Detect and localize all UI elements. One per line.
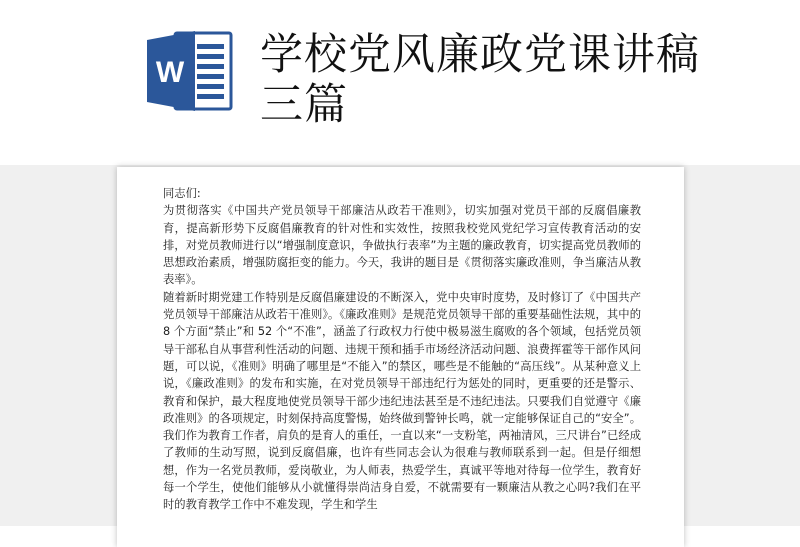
paragraph-2: 随着新时期党建工作特别是反腐倡廉建设的不断深入，党中央审时度势，及时修订了《中国共产党员领导干部廉洁从政若干准则》。《廉政准则》是规范党员领导干部的重要基础性法规，其中的 8 个方面“禁止”和 52 个“不准”，涵盖了行政权力行使中极易滋生腐败的各个领域，包括党员领导干部私自从事营利性活动的问题、违规干预和插手市场经济活动问题、浪费挥霍等干部作风问题，可以说，《准则》明确了哪里是“不能入”的禁区，哪些是不能触的“高压线”。从某种意义上说，《廉政准则》的发布和实施，在对党员领导干部违纪行为惩处的同时，更重要的还是警示、教育和保护，最大程度地使党员领导干部少违纪违法甚至是不违纪违法。只要我们自觉遵守《廉政准则》的各项规定，时刻保持高度警惕，始终做到警钟长鸣，就一定能够保证自己的“安全”。我们作为教育工作者，肩负的是育人的重任，一直以来“一支粉笔，两袖清风，三尺讲台”已经成了教师的生动写照，说到反腐倡廉，也许有些同志会认为很难与教师联系到一起。但是仔细想想，作为一名党员教师，爱岗敬业，为人师表，热爱学生，真诚平等地对待每一位学生，教育好每一个学生，使他们能够从小就懂得崇尚洁身自爱，不就需要有一颗廉洁从教之心吗?我们在平时的教育教学工作中不难发现，学生和学生 [163, 290, 641, 512]
document-body [163, 185, 641, 514]
paragraph-1: 为贯彻落实《中国共产党员领导干部廉洁从政若干准则》，切实加强对党员干部的反腐倡廉教育，提高新形势下反腐倡廉教育的针对性和实效性，按照我校党风党纪学习宣传教育活动的安排，对党员教师进行以“增强制度意识，争做执行表率”为主题的廉政教育，切实提高党员教师的思想政治素质，增强防腐拒变的能力。今天，我讲的题目是《贯彻落实廉政准则，争当廉洁从教表率》。 [163, 204, 641, 287]
greeting: 同志们: [163, 187, 201, 200]
document-page [117, 167, 684, 547]
word-icon-letter: W [155, 56, 185, 89]
word-document-icon [145, 27, 237, 115]
document-header [0, 0, 800, 165]
document-title: 学校党风廉政党课讲稿三篇 [260, 30, 700, 130]
